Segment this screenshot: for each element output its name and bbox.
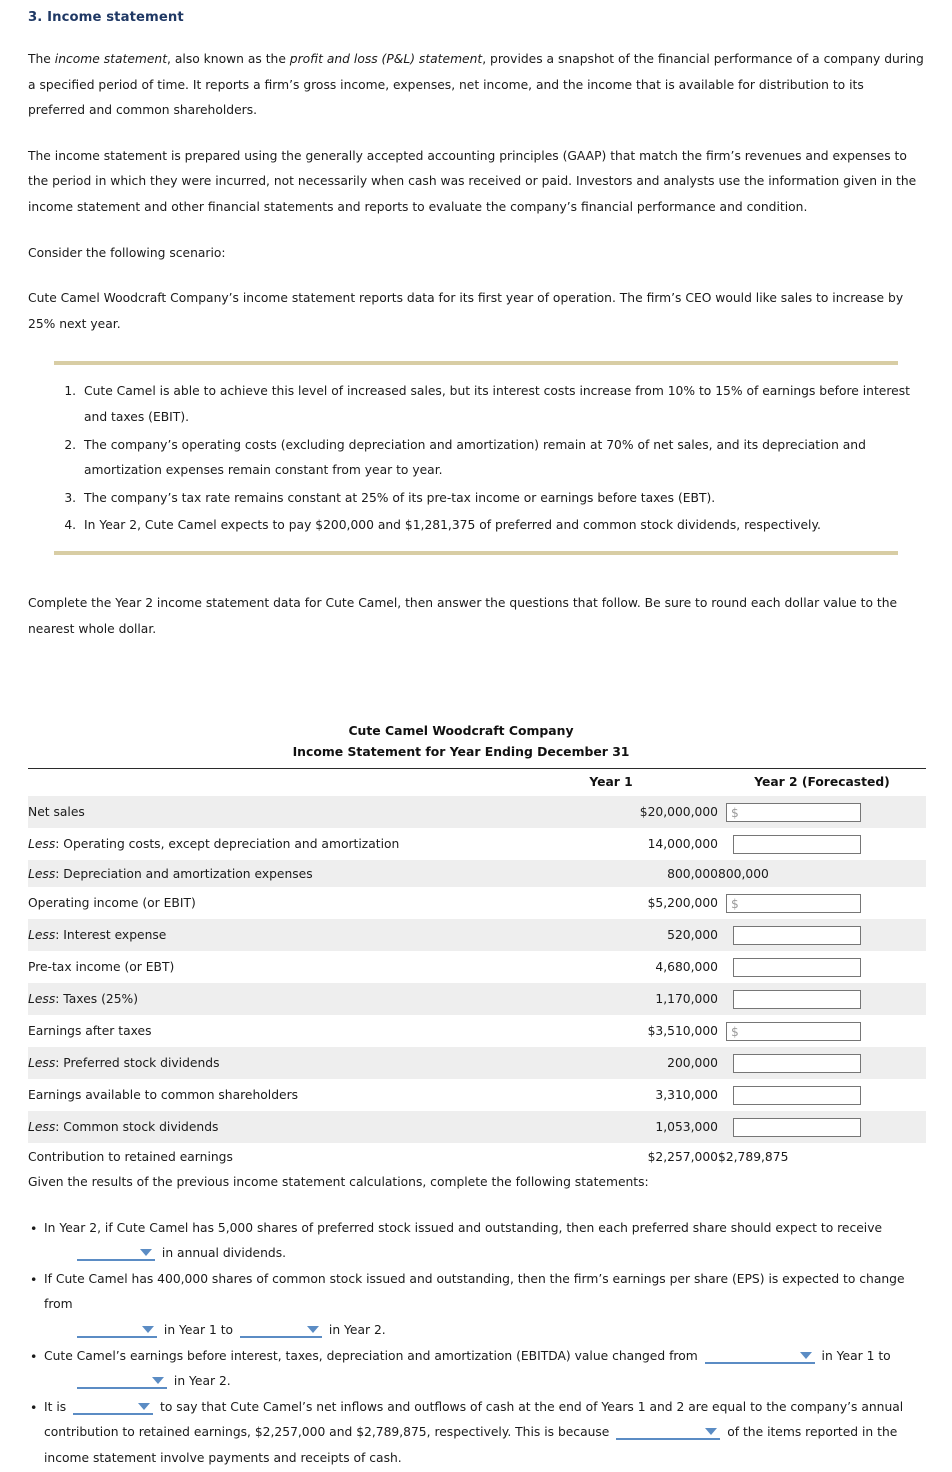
instruction-text: Complete the Year 2 income statement data for Cute Camel, then answer the questions that follow. Be sure to round each dollar value to the nearest whole dollar. — [28, 595, 898, 636]
ebitda-year1-dropdown[interactable] — [705, 1347, 815, 1364]
table-row — [28, 1111, 926, 1143]
row-label-text: : Interest expense — [55, 928, 167, 943]
table-row — [28, 887, 926, 919]
row-label-text: : Depreciation and amortization expenses — [55, 866, 313, 881]
question-1-text-a: In Year 2, if Cute Camel has 5,000 shares of preferred stock issued and outstanding, then each preferred share should expect to receive — [44, 1220, 883, 1235]
eps-year2-dropdown[interactable] — [240, 1321, 322, 1338]
chevron-down-icon — [705, 1428, 717, 1435]
row-label — [28, 919, 504, 951]
table-header — [28, 769, 926, 797]
question-4-text-a: It is — [44, 1399, 67, 1414]
column-header-year2: Year 2 (Forecasted) — [718, 769, 926, 797]
list-item: 1. Cute Camel is able to achieve this level of increased sales, but its interest costs increase from 10% to 15% of earnings before interest and taxes (EBIT). — [80, 379, 924, 430]
table-row — [28, 1047, 926, 1079]
row-year1-value: 4,680,000 — [655, 960, 718, 975]
intro-p1-part-c: , provides a snapshot of the financial performance of a company during a specified period of time. It reports a firm’s gross income, expenses, net income, and the income that is available for distribution to its preferred and common shareholders. — [28, 52, 924, 118]
ebitda-year2-dropdown[interactable] — [77, 1372, 167, 1389]
spacer — [28, 698, 924, 720]
row-label — [28, 1015, 504, 1047]
taxes-input[interactable] — [733, 990, 861, 1009]
question-3 — [28, 1344, 924, 1395]
page-title: 3. Income statement — [28, 10, 184, 25]
row-label — [28, 1111, 504, 1143]
row-year1-value: $20,000,000 — [639, 805, 718, 820]
intro-paragraph-1 — [28, 47, 924, 124]
chevron-down-icon — [140, 1249, 152, 1256]
list-item: 4. In Year 2, Cute Camel expects to pay $200,000 and $1,281,375 of preferred and common stock dividends, respectively. — [80, 513, 924, 539]
question-3-answer-line — [44, 1374, 231, 1388]
row-label-text: : Taxes (25%) — [55, 992, 139, 1007]
table-row — [28, 860, 926, 887]
row-label-text: Earnings available to common shareholders — [28, 1088, 299, 1103]
eps-year1-dropdown[interactable] — [77, 1321, 157, 1338]
row-year2-cell — [718, 1079, 926, 1111]
statement-subtitle: Income Statement for Year Ending December 31 — [292, 744, 630, 760]
row-year1-value: 14,000,000 — [647, 837, 718, 852]
question-2-text-a: If Cute Camel has 400,000 shares of common stock issued and outstanding, then the firm’s earnings per share (EPS) is expected to change from — [44, 1271, 905, 1312]
list-item: 2. The company’s operating costs (excluding depreciation and amortization) remain at 70% of net sales, and its depreciation and amortization expenses remain constant from year to year. — [80, 433, 924, 484]
intro-paragraph-2: The income statement is prepared using the generally accepted accounting principles (GAAP) that match the firm’s revenues and expenses to the period in which they were incurred, not necessarily when cash was received or paid. Investors and analysts use the information given in the income statement and other financial statements and reports to evaluate the company’s financial performance and condition. — [28, 148, 917, 214]
question-1-text-b: in annual dividends. — [161, 1246, 287, 1261]
row-label-text: Operating income (or EBIT) — [28, 896, 196, 911]
row-label-text: Net sales — [28, 805, 85, 820]
column-header-label — [28, 769, 504, 797]
row-year2-cell — [718, 1015, 926, 1047]
row-year2-cell — [718, 919, 926, 951]
row-year2-value: $2,789,875 — [718, 1149, 789, 1164]
row-label-less: Less — [28, 1120, 56, 1135]
table-header-row — [28, 769, 926, 797]
row-year1-value: $5,200,000 — [647, 896, 718, 911]
operating-income-input[interactable] — [726, 894, 861, 913]
row-label-text: Earnings after taxes — [28, 1024, 152, 1039]
row-label — [28, 951, 504, 983]
question-2-answer-line — [44, 1323, 386, 1337]
cash-flow-truth-dropdown[interactable] — [73, 1398, 153, 1415]
chevron-down-icon — [138, 1403, 150, 1410]
table-row — [28, 951, 926, 983]
chevron-down-icon — [800, 1352, 812, 1359]
scenario-description: Cute Camel Woodcraft Company’s income statement reports data for its first year of operation. The firm’s CEO would like sales to increase by 25% next year. — [28, 291, 904, 331]
dollar-placeholder: $ — [731, 1024, 739, 1039]
row-label-text: Contribution to retained earnings — [28, 1149, 233, 1164]
row-label — [28, 796, 504, 828]
row-label-text: Pre-tax income (or EBT) — [28, 960, 175, 975]
row-label-less: Less — [28, 1056, 56, 1071]
row-year1-value: 520,000 — [667, 928, 718, 943]
income-statement-table — [28, 768, 926, 1170]
list-item: 3. The company’s tax rate remains constant at 25% of its pre-tax income or earnings before taxes (EBT). — [80, 486, 924, 512]
question-3-text-c: in Year 2. — [173, 1374, 231, 1389]
question-2 — [28, 1267, 924, 1344]
row-year2-cell — [718, 1047, 926, 1079]
row-year2-cell — [718, 983, 926, 1015]
row-label — [28, 860, 504, 887]
statement-company-name: Cute Camel Woodcraft Company — [348, 723, 574, 739]
question-4-text-c: of the items reported in the income statement involve payments and receipts of cash. — [44, 1425, 898, 1466]
spacer — [28, 662, 924, 698]
question-3-text-a: Cute Camel’s earnings before interest, taxes, depreciation and amortization (EBITDA) value changed from — [44, 1348, 698, 1363]
question-3-text-b: in Year 1 to — [821, 1348, 891, 1363]
row-year2-cell — [718, 887, 926, 919]
intro-p1-part-b: , also known as the — [167, 52, 290, 66]
question-4 — [28, 1395, 924, 1472]
intro-p1-part-a: The — [28, 52, 55, 66]
earnings-after-taxes-input[interactable] — [726, 1022, 861, 1041]
table-row — [28, 1015, 926, 1047]
dollar-placeholder: $ — [731, 805, 739, 820]
row-year2-cell — [718, 796, 926, 828]
scenario-lead-in: Consider the following scenario: — [28, 245, 226, 260]
row-label-text: : Common stock dividends — [55, 1120, 219, 1135]
chevron-down-icon — [142, 1326, 154, 1333]
row-year2-cell — [718, 1111, 926, 1143]
table-row — [28, 1079, 926, 1111]
table-row — [28, 1143, 926, 1170]
row-year2-cell — [718, 828, 926, 860]
earnings-available-common-input[interactable] — [733, 1086, 861, 1105]
question-1-answer-line — [44, 1246, 286, 1260]
question-2-text-c: in Year 2. — [328, 1323, 386, 1338]
cash-flow-reason-dropdown[interactable] — [616, 1423, 720, 1440]
row-year1-value: 1,170,000 — [655, 992, 718, 1007]
row-label — [28, 1079, 504, 1111]
row-year1-value: $2,257,000 — [647, 1149, 718, 1164]
operating-costs-input[interactable] — [733, 835, 861, 854]
row-label — [28, 983, 504, 1015]
pretax-income-input[interactable] — [733, 958, 861, 977]
preferred-dividends-input[interactable] — [733, 1054, 861, 1073]
table-row — [28, 828, 926, 860]
row-year1-value: 200,000 — [667, 1056, 718, 1071]
row-label-less: Less — [28, 928, 56, 943]
row-year1-value: 3,310,000 — [655, 1088, 718, 1103]
questions-intro: Given the results of the previous income statement calculations, complete the following statements: — [28, 1175, 649, 1190]
table-row — [28, 796, 926, 828]
interest-expense-input[interactable] — [733, 926, 861, 945]
table-row — [28, 983, 926, 1015]
row-label — [28, 1047, 504, 1079]
assumptions-top-rule — [54, 361, 898, 365]
table-row — [28, 919, 926, 951]
row-year1-value: 800,000 — [667, 866, 718, 881]
question-4-text-b: to say that Cute Camel’s net inflows and outflows of cash at the end of Years 1 and 2 are equal to the company’s annual contribution to retained earnings, $2,257,000 and $2,789,875, respectively. This is because — [44, 1399, 904, 1440]
row-year1-value: $3,510,000 — [647, 1024, 718, 1039]
page-container — [0, 10, 952, 1472]
spacer — [28, 555, 924, 591]
assumptions-block — [28, 361, 924, 555]
net-sales-input[interactable] — [726, 803, 861, 822]
row-label — [28, 828, 504, 860]
common-dividends-input[interactable] — [733, 1118, 861, 1137]
question-2-text-b: in Year 1 to — [163, 1323, 234, 1338]
row-year1-value: 1,053,000 — [655, 1120, 718, 1135]
row-label-text: : Preferred stock dividends — [55, 1056, 220, 1071]
intro-p1-emphasis-1: income statement — [54, 52, 168, 66]
row-label — [28, 887, 504, 919]
chevron-down-icon — [307, 1326, 319, 1333]
row-label — [28, 1143, 504, 1170]
table-body — [28, 796, 926, 1170]
row-label-less: Less — [28, 837, 56, 852]
intro-p1-emphasis-2: profit and loss (P&L) statement — [289, 52, 483, 66]
row-year2-value: 800,000 — [718, 866, 769, 881]
row-year2-cell — [718, 951, 926, 983]
row-label-text: : Operating costs, except depreciation and amortization — [55, 837, 400, 852]
question-1 — [28, 1216, 924, 1267]
assumptions-list — [28, 379, 924, 539]
preferred-dividend-dropdown[interactable] — [77, 1244, 155, 1261]
row-label-less: Less — [28, 992, 56, 1007]
row-label-less: Less — [28, 866, 56, 881]
dollar-placeholder: $ — [731, 896, 739, 911]
chevron-down-icon — [152, 1377, 164, 1384]
column-header-year1: Year 1 — [504, 769, 718, 797]
